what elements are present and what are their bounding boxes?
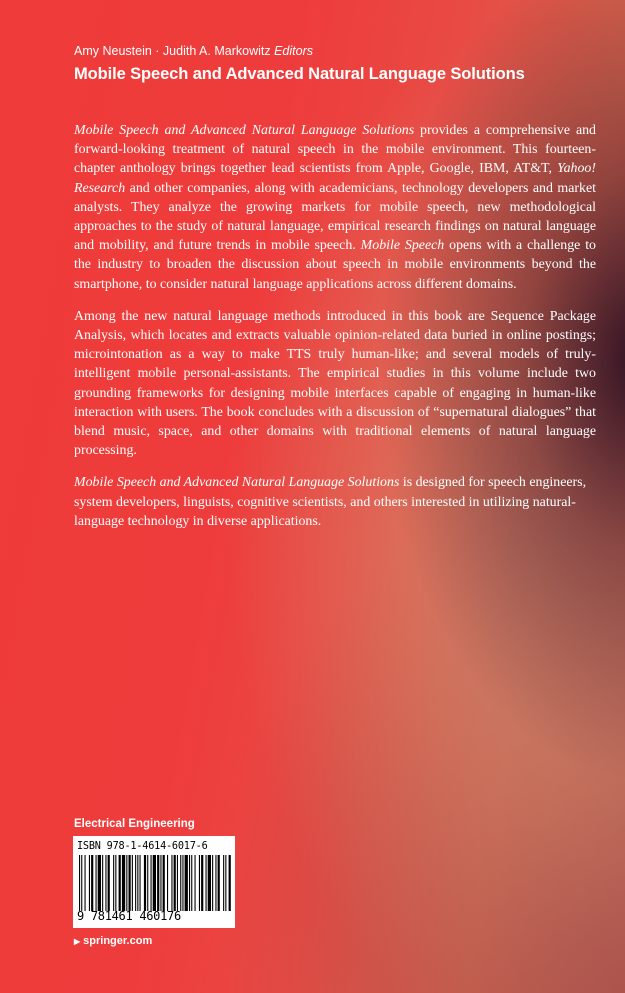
barcode-bar	[191, 855, 192, 911]
barcode-bar	[113, 855, 114, 911]
barcode-bar	[129, 855, 131, 911]
editors-role: Editors	[274, 44, 313, 58]
barcode-bar	[212, 855, 213, 911]
barcode-bar	[215, 855, 216, 911]
barcode-bar	[96, 855, 97, 911]
barcode-bar	[147, 855, 148, 911]
barcode-bar	[174, 855, 176, 911]
barcode-bar	[102, 855, 103, 911]
barcode-bar	[182, 855, 183, 911]
barcode-bar	[171, 855, 172, 911]
barcode-bar	[151, 855, 152, 911]
editors-line	[74, 42, 594, 60]
barcode-bar	[140, 855, 141, 911]
blurb-paragraph-2: Among the new natural language methods introduced in this book are Sequence Package Analysis, which locates and extracts valuable opinion-related data buried in online postings; microintonation as a way to make TTS truly human-like; and several models of truly-intelligent mobile personal-assistants. The empirical studies in this volume include two grounding frameworks for designing mobile interfaces capable of engaging in human-like interaction with users. The book concludes with a discussion of “supernatural dialogues” that blend music, space, and other domains with traditional elements of natural language processing.	[74, 308, 596, 459]
barcode-bar	[195, 855, 196, 911]
barcode-bar	[105, 855, 106, 911]
barcode-bar	[137, 855, 138, 911]
barcode-bar	[119, 855, 121, 911]
barcode-bar	[218, 855, 220, 911]
back-cover-blurb	[74, 121, 596, 544]
editors-names: Amy Neustein · Judith A. Markowitz	[74, 44, 271, 58]
isbn-number: ISBN 978-1-4614-6017-6	[77, 841, 208, 852]
barcode-bar	[126, 855, 127, 911]
barcode-bar	[223, 855, 224, 911]
barcode-bar	[122, 855, 125, 911]
barcode-bar	[201, 855, 203, 911]
barcode-bar	[163, 855, 165, 911]
barcode-bar	[89, 855, 90, 911]
barcode-bar	[199, 855, 200, 911]
barcode-bar	[185, 855, 188, 911]
barcode-bar	[153, 855, 156, 911]
mobile-speech-italic: Mobile Speech	[360, 238, 445, 254]
cover-header	[74, 42, 594, 85]
barcode-bar	[81, 855, 82, 911]
barcode-bar	[135, 855, 136, 911]
publisher-link-text: springer.com	[83, 935, 153, 947]
barcode-bar	[91, 855, 93, 911]
barcode-bar	[208, 855, 211, 911]
barcode-bar	[177, 855, 178, 911]
yahoo-research-italic: Yahoo! Research	[74, 161, 596, 196]
book-title: Mobile Speech and Advanced Natural Language Solutions	[74, 65, 525, 83]
barcode-bar	[79, 855, 80, 911]
blurb-paragraph-1	[74, 121, 596, 294]
blurb-text: and other companies, along with academicians, technology developers and market analysts. They analyze the growing markets for mobile speech, new methodological approaches to the study of natural language, empirical research findings on natural language and mobility, and future trends in mobile speech.	[74, 180, 596, 254]
barcode-bar	[206, 855, 207, 911]
subject-category: Electrical Engineering	[74, 818, 195, 830]
blurb-text: opens with a challenge to the industry to broaden the discussion about speech in mobile environments beyond the smartphone, to consider natural language applications across different domains.	[74, 238, 596, 292]
publisher-link[interactable]	[74, 935, 152, 947]
barcode-bar	[189, 855, 190, 911]
barcode-bar	[180, 855, 181, 911]
barcode-bar	[108, 855, 110, 911]
book-title-italic: Mobile Speech and Advanced Natural Language Solutions	[74, 475, 400, 491]
barcode-bar	[167, 855, 168, 911]
barcode-bar	[115, 855, 116, 911]
barcode-bar	[144, 855, 146, 911]
barcode-bar	[157, 855, 159, 911]
isbn-barcode	[73, 836, 235, 928]
barcode-bar	[85, 855, 86, 911]
barcode-bars	[77, 855, 231, 911]
barcode-bar	[132, 855, 133, 911]
barcode-bar	[98, 855, 101, 911]
triangle-right-icon: ▶	[74, 937, 81, 946]
book-title-italic: Mobile Speech and Advanced Natural Language Solutions	[74, 123, 415, 138]
blurb-text: is designed for speech engineers, system developers, linguists, cognitive scientists, and others interested in utilizing natural-language technology in diverse applications.	[74, 475, 587, 529]
barcode-bar	[160, 855, 161, 911]
blurb-paragraph-3	[74, 473, 596, 531]
barcode-bar	[229, 855, 231, 911]
barcode-digits: 9 781461 460176	[77, 909, 181, 923]
barcode-bar	[225, 855, 226, 911]
blurb-text: provides a comprehensive and forward-looking treatment of natural speech in the mobile environment. This fourteen-chapter anthology brings together lead scientists from Apple, Google, IBM, AT&T,	[74, 123, 596, 177]
